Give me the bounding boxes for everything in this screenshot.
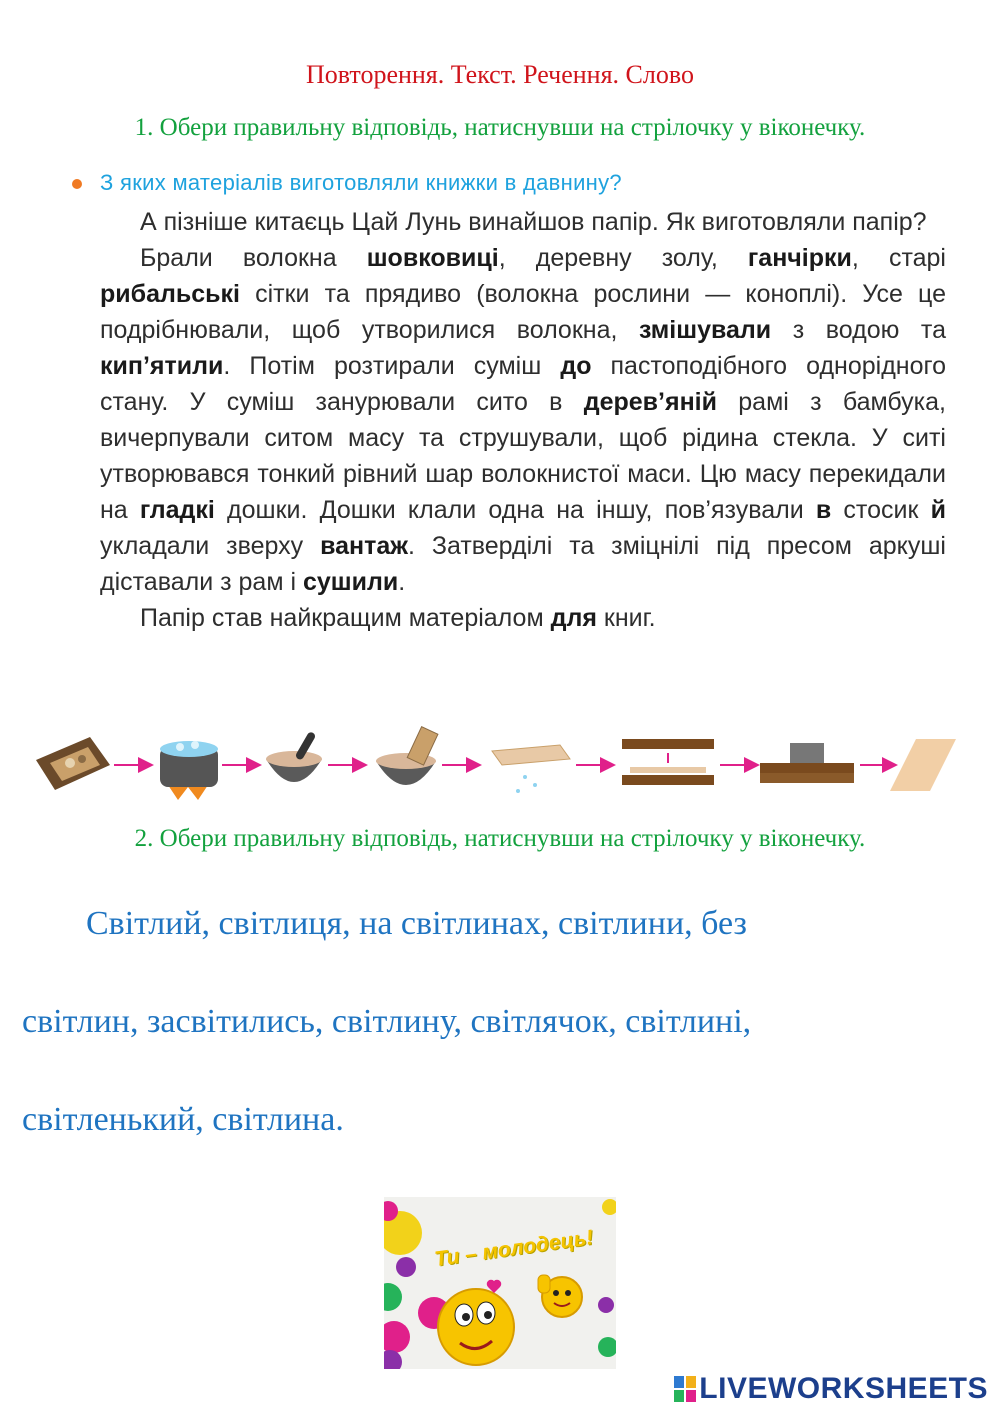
- bold-word: кип’ятили: [100, 352, 224, 380]
- liveworksheets-logo-icon: [674, 1376, 696, 1402]
- paper-sheet-icon: [890, 739, 956, 791]
- thumbs-up-smiley-icon: [538, 1275, 582, 1317]
- bold-word: рибальські: [100, 280, 240, 308]
- mortar-pestle-icon: [266, 731, 322, 782]
- bold-word: дерев’яній: [583, 388, 717, 416]
- paragraph-2: [100, 240, 946, 600]
- text-segment: . Потім розтирали суміш: [223, 352, 561, 380]
- stacked-boards-icon: [622, 739, 714, 785]
- bold-word: шовковиці: [366, 244, 499, 272]
- paragraph-1: А пізніше китаєць Цай Лунь винайшов папір. Як виготовляли папір?: [140, 208, 927, 236]
- textbook-excerpt: [66, 170, 946, 636]
- text-segment: укладали зверху: [100, 532, 321, 560]
- task-1-instruction: 1. Обери правильну відповідь, натиснувши на стрілочку у віконечку.: [134, 114, 866, 141]
- word-line-3: світленький, світлина.: [22, 1101, 344, 1138]
- text-segment: , старі: [851, 244, 946, 272]
- smiley-face-icon: [438, 1280, 514, 1365]
- boiling-pot-icon: [160, 741, 218, 800]
- bold-word: для: [550, 604, 597, 632]
- text-segment: книг.: [596, 604, 656, 632]
- paper-making-steps: [30, 725, 960, 805]
- text-segment: Брали волокна: [140, 244, 367, 272]
- text-segment: стосик: [831, 496, 931, 524]
- question: [66, 170, 946, 196]
- page-title: Повторення. Текст. Речення. Слово: [306, 60, 694, 89]
- paragraph-3: [100, 600, 946, 636]
- praise-image: [384, 1197, 616, 1369]
- fibers-pile-icon: [36, 737, 110, 790]
- word-line-2: світлин, засвітились, світлину, світлячок, світлині,: [22, 1003, 752, 1040]
- text-segment: дошки. Дошки клали одна на іншу, пов’язували: [214, 496, 816, 524]
- question-text: З яких матеріалів виготовляли книжки в давнину?: [100, 170, 622, 195]
- task-2-instruction: 2. Обери правильну відповідь, натиснувши на стрілочку у віконечку.: [134, 825, 866, 852]
- draining-sieve-icon: [492, 745, 570, 793]
- bold-word: в: [815, 496, 832, 524]
- bold-word: й: [930, 496, 946, 524]
- text-segment: .: [398, 568, 406, 596]
- sieve-in-bowl-icon: [376, 727, 438, 785]
- text-segment: з водою та: [771, 316, 946, 344]
- bold-word: змішували: [639, 316, 772, 344]
- pressed-boards-icon: [760, 743, 854, 783]
- bold-word: сушили: [302, 568, 399, 596]
- text-segment: Папір став найкращим матеріалом: [140, 604, 551, 632]
- liveworksheets-logo: [674, 1372, 988, 1406]
- bold-word: вантаж: [320, 532, 408, 560]
- bold-word: ганчірки: [747, 244, 852, 272]
- text-segment: рамі з бамбука, вичерпували ситом масу та струшували, щоб рідина стекла. У ситі утворювався тонкий рівний шар волокнистої маси. Цю масу перекидали на: [100, 388, 946, 524]
- bold-word: до: [560, 352, 592, 380]
- paper-story: [66, 204, 946, 636]
- text-segment: сітки та прядиво (волокна рослини — коноплі). Усе це подрібнювали, щоб утворилися волокна,: [100, 280, 946, 344]
- bullet-icon: [72, 179, 82, 189]
- word-line-1: Світлий, світлиця, на світлинах, світлини, без: [86, 905, 747, 942]
- text-segment: , деревну золу,: [498, 244, 748, 272]
- bold-word: гладкі: [139, 496, 215, 524]
- text-segment: . Затверділі та зміцнілі під пресом аркуші діставали з рам і: [100, 532, 946, 596]
- text-segment: пастоподібного однорідного стану. У суміш занурювали сито в: [100, 352, 946, 416]
- praise-decoration-icon: [384, 1197, 616, 1369]
- logo-text: LIVEWORKSHEETS: [699, 1372, 988, 1405]
- praise-text: Ти – молодець!: [433, 1225, 595, 1272]
